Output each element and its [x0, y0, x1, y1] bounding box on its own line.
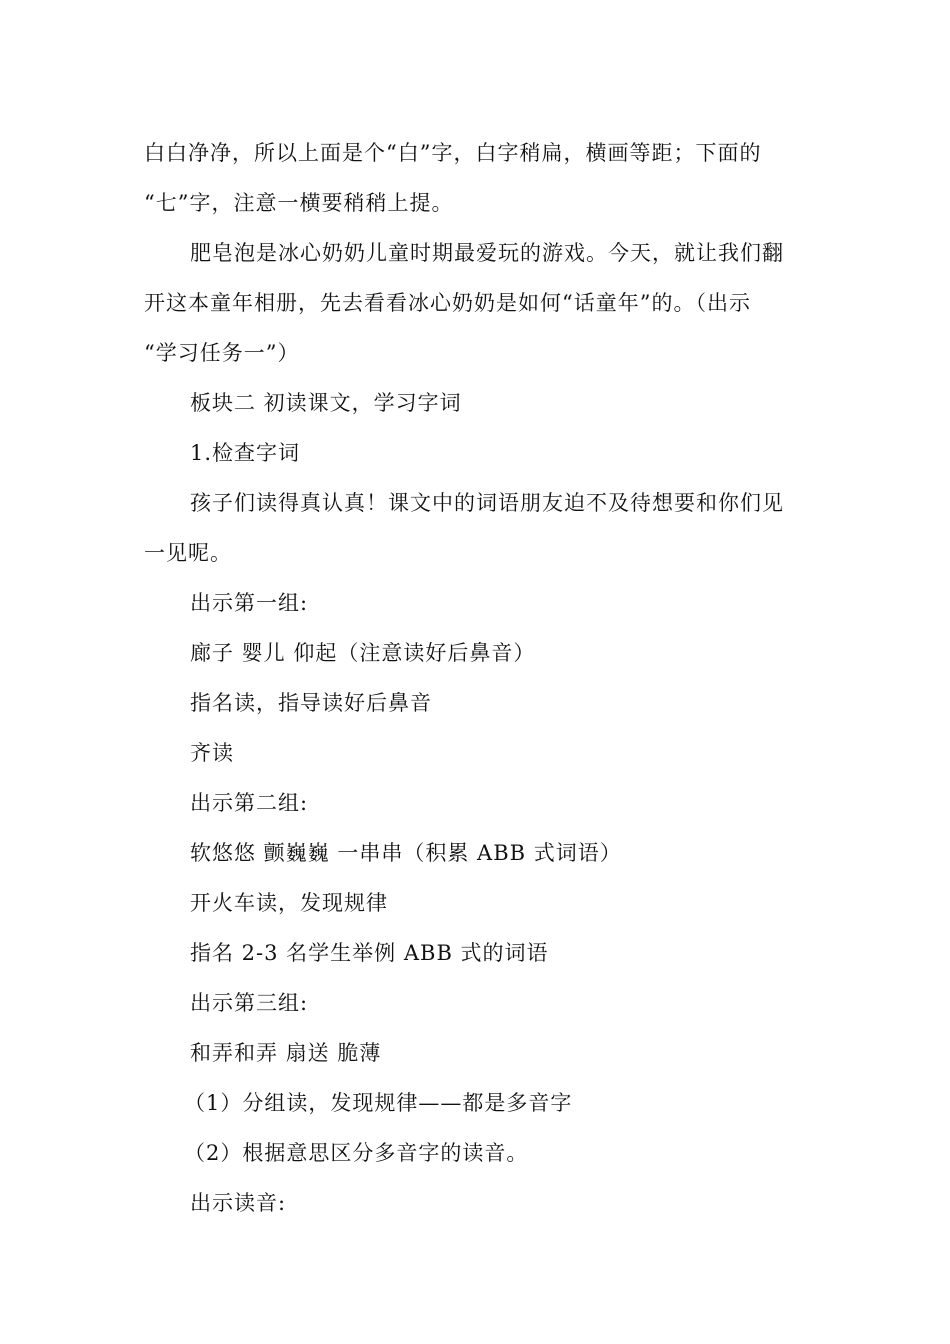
- section-heading: 板块二 初读课文，学习字词: [190, 391, 462, 415]
- word-group: 廊子 婴儿 仰起（注意读好后鼻音）: [190, 641, 536, 665]
- paragraph-line: “七”字，注意一横要稍稍上提。: [144, 191, 454, 215]
- paragraph-line: 指名读，指导读好后鼻音: [190, 691, 432, 715]
- list-item: （2）根据意思区分多音字的读音。: [184, 1141, 529, 1165]
- paragraph-line: 白白净净，所以上面是个“白”字，白字稍扁，横画等距；下面的: [144, 141, 762, 165]
- paragraph-line: 出示第二组:: [190, 791, 309, 815]
- paragraph-line: 开这本童年相册，先去看看冰心奶奶是如何“话童年”的。（出示: [144, 291, 751, 315]
- word-group: 软悠悠 颤巍巍 一串串（积累 ABB 式词语）: [190, 841, 622, 865]
- paragraph-line: 出示读音:: [190, 1191, 287, 1215]
- paragraph-line: 出示第三组:: [190, 991, 309, 1015]
- word-group: 和弄和弄 扇送 脆薄: [190, 1041, 382, 1065]
- paragraph-line: 指名 2-3 名学生举例 ABB 式的词语: [190, 941, 549, 965]
- document-body: [144, 128, 814, 1228]
- paragraph-line: 一见呢。: [144, 541, 232, 565]
- subsection-heading: 1.检查字词: [190, 441, 301, 465]
- list-item: （1）分组读，发现规律——都是多音字: [184, 1091, 573, 1115]
- paragraph-line: “学习任务一”）: [144, 341, 300, 365]
- paragraph-line: 出示第一组:: [190, 591, 309, 615]
- paragraph-line: 开火车读，发现规律: [190, 891, 388, 915]
- paragraph-line: 肥皂泡是冰心奶奶儿童时期最爱玩的游戏。今天，就让我们翻: [190, 241, 784, 265]
- paragraph-line: 孩子们读得真认真！课文中的词语朋友迫不及待想要和你们见: [190, 491, 784, 515]
- paragraph-line: 齐读: [190, 741, 234, 765]
